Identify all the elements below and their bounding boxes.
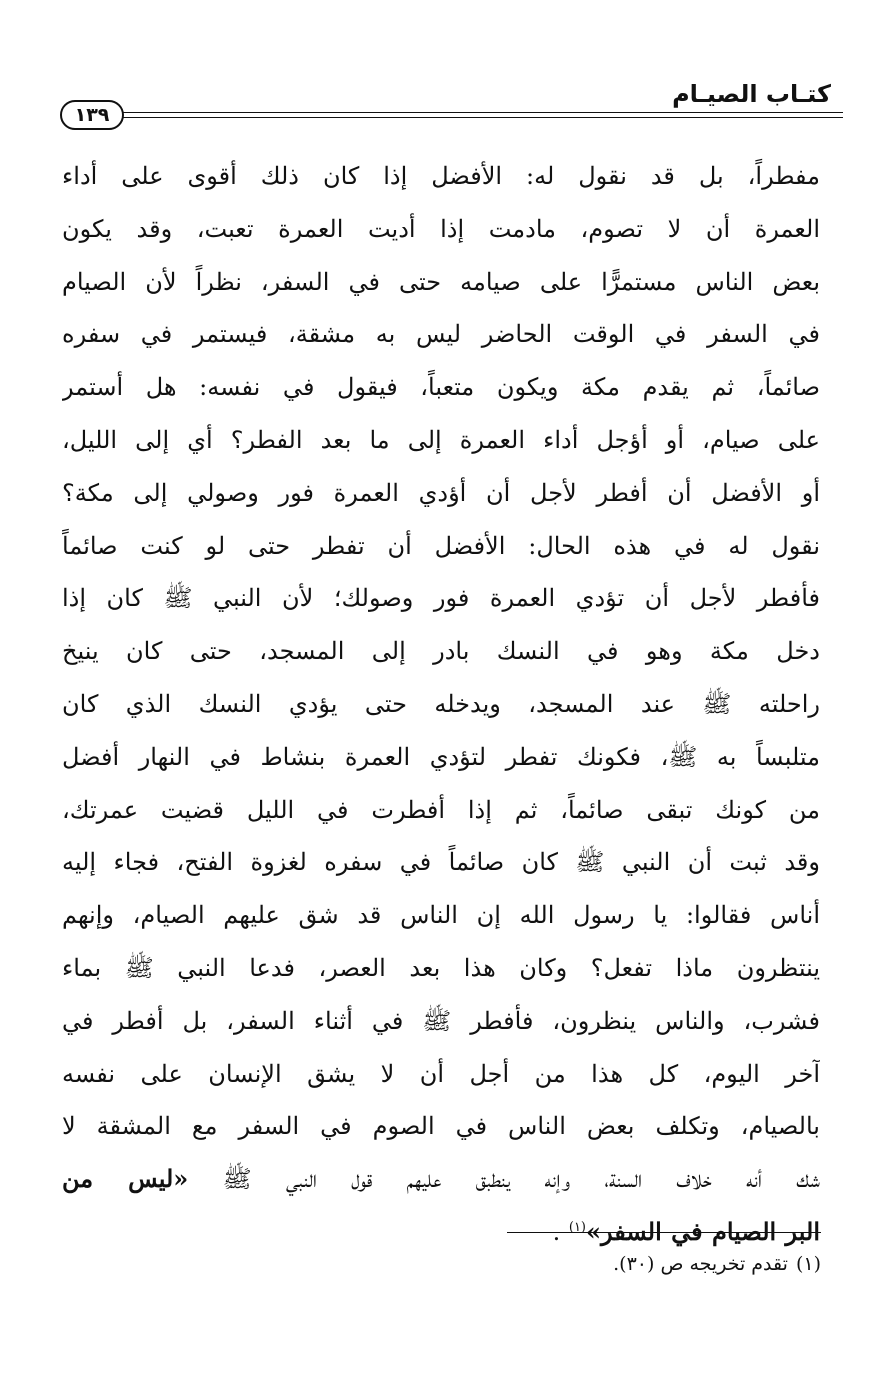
body-line: دخل مكة وهو في النسك بادر إلى المسجد، حتى كان ينيخ — [62, 637, 820, 666]
body-line: آخر اليوم، كل هذا من أجل أن لا يشق الإنسان على نفسه — [62, 1059, 820, 1088]
body-line: فشرب، والناس ينظرون، فأفطر ﷺ في أثناء السفر، بل أفطر في — [62, 1006, 820, 1035]
body-line: بالصيام، وتكلف بعض الناس في الصوم في السفر مع المشقة لا — [62, 1112, 820, 1141]
chapter-title: كتـاب الصيـام — [672, 80, 831, 108]
body-line: راحلته ﷺ عند المسجد، ويدخله حتى يؤدي النسك الذي كان — [62, 689, 820, 718]
body-line: أو الأفضل أن أفطر لأجل أن أؤدي العمرة فور وصولي إلى مكة؟ — [62, 478, 820, 507]
header-rule-top — [122, 112, 843, 113]
body-line-text: شك أنه خلاف السنة، وإنه ينطبق عليهم قول النبي ﷺ — [222, 1165, 820, 1194]
footnote-rule — [507, 1232, 821, 1233]
footnote-text: تقدم تخريجه ص (٣٠). — [613, 1253, 788, 1275]
body-line: على صيام، أو أؤجل أداء العمرة إلى ما بعد الفطر؟ أي إلى الليل، — [62, 425, 820, 454]
body-line: ينتظرون ماذا تفعل؟ وكان هذا بعد العصر، فدعا النبي ﷺ بماء — [62, 953, 820, 982]
end-mark: . — [552, 1217, 569, 1246]
page-number: ١٣٩ — [74, 103, 110, 126]
body-line: نقول له في هذه الحال: الأفضل أن تفطر حتى لو كنت صائماً — [62, 531, 820, 560]
body-line: من كونك تبقى صائماً، ثم إذا أفطرت في الليل قضيت عمرتك، — [62, 795, 820, 824]
footnote-number: (١) — [795, 1253, 821, 1275]
body-line: متلبساً به ﷺ، فكونك تفطر لتؤدي العمرة بنشاط في النهار أفضل — [62, 742, 820, 771]
body-line: أناس فقالوا: يا رسول الله إن الناس قد شق عليهم الصيام، وإنهم — [62, 901, 820, 930]
body-line: مفطراً، بل قد نقول له: الأفضل إذا كان ذلك أقوى على أداء — [62, 162, 820, 190]
body-line: وقد ثبت أن النبي ﷺ كان صائماً في سفره لغزوة الفتح، فجاء إليه — [62, 848, 820, 877]
body-line: بعض الناس مستمرًّا على صيامه حتى في السفر، نظراً لأن الصيام — [62, 267, 820, 296]
page-header — [60, 78, 843, 128]
page-number-badge — [60, 100, 124, 130]
hadith-quote-end: البر الصيام في السفر» — [586, 1216, 820, 1246]
footnote-marker: (١) — [568, 1219, 586, 1235]
body-line-with-hadith-start — [62, 1153, 820, 1206]
footnote — [61, 1250, 821, 1278]
body-line: صائماً، ثم يقدم مكة ويكون متعباً، فيقول في نفسه: هل أستمر — [62, 373, 820, 402]
body-line: فأفطر لأجل أن تؤدي العمرة فور وصولك؛ لأن النبي ﷺ كان إذا — [62, 584, 820, 613]
body-line: العمرة أن لا تصوم، مادمت إذا أديت العمرة تعبت، وقد يكون — [62, 214, 820, 243]
hadith-quote-start: «ليس من — [62, 1164, 189, 1194]
body-text — [62, 150, 820, 1246]
body-line: في السفر في الوقت الحاضر ليس به مشقة، فيستمر في سفره — [62, 320, 820, 349]
header-rule-bottom — [122, 117, 843, 118]
